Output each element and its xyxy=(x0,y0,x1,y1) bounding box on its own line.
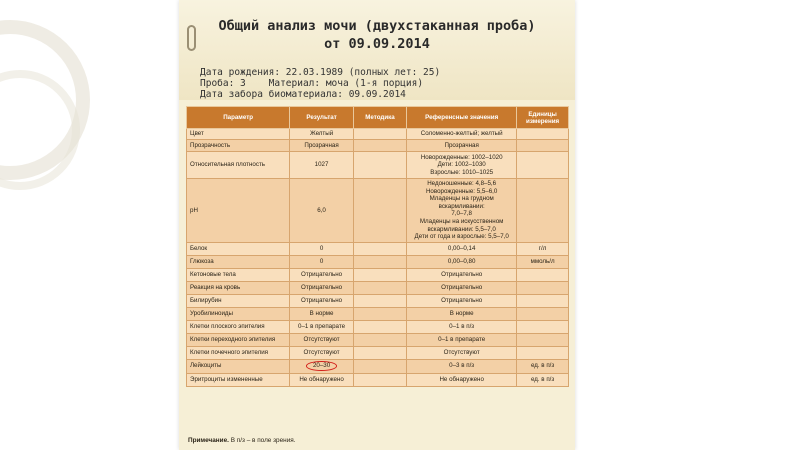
cell-result: 0 xyxy=(290,255,354,268)
cell-result: В норме xyxy=(290,307,354,320)
cell-result: Отрицательно xyxy=(290,268,354,281)
cell-parameter: Клетки переходного эпителия xyxy=(187,333,290,346)
cell-reference: 0,00–0,80 xyxy=(407,255,517,268)
cell-reference: Отрицательно xyxy=(407,294,517,307)
cell-parameter: Глюкоза xyxy=(187,255,290,268)
cell-method xyxy=(353,307,406,320)
document-title: Общий анализ мочи (двухстаканная проба) xyxy=(218,18,536,34)
cell-parameter: Прозрачность xyxy=(187,140,290,152)
cell-method xyxy=(353,333,406,346)
cell-method xyxy=(353,373,406,386)
cell-result: Отсутствуют xyxy=(290,333,354,346)
cell-reference: 0–1 в п/з xyxy=(407,320,517,333)
cell-method xyxy=(353,255,406,268)
cell-unit: ед. в п/з xyxy=(517,359,569,373)
cell-method xyxy=(353,268,406,281)
sample-line: Проба: 3 Материал: моча (1-я порция) xyxy=(200,78,424,89)
cell-method xyxy=(353,281,406,294)
cell-parameter: Кетоновые тела xyxy=(187,268,290,281)
header-method: Методика xyxy=(353,107,406,129)
cell-parameter: Эритроциты измененные xyxy=(187,373,290,386)
header-units: Единицы измерения xyxy=(517,107,569,129)
cell-unit xyxy=(517,281,569,294)
cell-result: Отрицательно xyxy=(290,281,354,294)
cell-parameter: Клетки почечного эпителия xyxy=(187,346,290,359)
table-header-row xyxy=(187,107,569,129)
cell-reference: Соломенно-желтый; желтый xyxy=(407,129,517,140)
cell-method xyxy=(353,294,406,307)
cell-method xyxy=(353,346,406,359)
footnote xyxy=(188,437,296,444)
cell-unit: ед. в п/з xyxy=(517,373,569,386)
cell-method xyxy=(353,140,406,152)
cell-unit: ммоль/л xyxy=(517,255,569,268)
cell-method xyxy=(353,129,406,140)
results-table xyxy=(186,106,569,387)
cell-reference: Недоношенные: 4,8–5,6 Новорожденные: 5,5–6,0 Младенцы на грудном вскармливании: 7,0–7,8 Младенцы на искусственном вскармливании: 5,5–7,0 Дети от года и взрослые: 5,5–7,0 xyxy=(407,179,517,243)
cell-unit: г/л xyxy=(517,242,569,255)
table-row xyxy=(187,179,569,243)
footnote-label: Примечание. xyxy=(188,437,229,444)
cell-method xyxy=(353,320,406,333)
cell-unit xyxy=(517,333,569,346)
table-row xyxy=(187,268,569,281)
cell-result: Желтый xyxy=(290,129,354,140)
cell-reference: 0–1 в препарате xyxy=(407,333,517,346)
table-row xyxy=(187,152,569,179)
cell-unit xyxy=(517,129,569,140)
cell-result: 0–1 в препарате xyxy=(290,320,354,333)
cell-result: 0 xyxy=(290,242,354,255)
table-row xyxy=(187,373,569,386)
cell-result: Отсутствуют xyxy=(290,346,354,359)
cell-parameter: Лейкоциты xyxy=(187,359,290,373)
table-row xyxy=(187,281,569,294)
header-reference: Референсные значения xyxy=(407,107,517,129)
table-row xyxy=(187,359,569,373)
header-parameter: Параметр xyxy=(187,107,290,129)
cell-reference: Прозрачная xyxy=(407,140,517,152)
document-sheet xyxy=(179,0,575,450)
cell-unit xyxy=(517,179,569,243)
document-date: от 09.09.2014 xyxy=(324,36,430,52)
table-row xyxy=(187,255,569,268)
cell-method xyxy=(353,359,406,373)
cell-result: 1027 xyxy=(290,152,354,179)
cell-parameter: Белок xyxy=(187,242,290,255)
cell-unit xyxy=(517,152,569,179)
cell-reference: Отрицательно xyxy=(407,281,517,294)
cell-parameter: pH xyxy=(187,179,290,243)
cell-reference: Новорожденные: 1002–1020 Дети: 1002–1030 Взрослые: 1010–1025 xyxy=(407,152,517,179)
cell-result: Не обнаружено xyxy=(290,373,354,386)
cell-unit xyxy=(517,140,569,152)
cell-parameter: Уробилиноиды xyxy=(187,307,290,320)
header-result: Результат xyxy=(290,107,354,129)
cell-unit xyxy=(517,320,569,333)
footnote-text: В п/з – в поле зрения. xyxy=(228,437,296,444)
table-row xyxy=(187,346,569,359)
cell-unit xyxy=(517,294,569,307)
cell-reference: 0–3 в п/з xyxy=(407,359,517,373)
cell-unit xyxy=(517,307,569,320)
abnormal-result-highlight: 20–30 xyxy=(306,361,337,371)
cell-method xyxy=(353,179,406,243)
cell-parameter: Клетки плоского эпителия xyxy=(187,320,290,333)
table-row xyxy=(187,320,569,333)
cell-parameter: Реакция на кровь xyxy=(187,281,290,294)
cell-parameter: Билирубин xyxy=(187,294,290,307)
cell-reference: Не обнаружено xyxy=(407,373,517,386)
table-row xyxy=(187,294,569,307)
table-row xyxy=(187,307,569,320)
table-row xyxy=(187,333,569,346)
cell-method xyxy=(353,242,406,255)
cell-parameter: Относительная плотность xyxy=(187,152,290,179)
cell-reference: В норме xyxy=(407,307,517,320)
table-row xyxy=(187,129,569,140)
cell-method xyxy=(353,152,406,179)
table-row xyxy=(187,140,569,152)
birth-date-line: Дата рождения: 22.03.1989 (полных лет: 25) xyxy=(200,67,441,78)
collection-date-line: Дата забора биоматериала: 09.09.2014 xyxy=(200,89,406,100)
cell-unit xyxy=(517,268,569,281)
cell-reference: Отрицательно xyxy=(407,268,517,281)
cell-result xyxy=(290,359,354,373)
cell-unit xyxy=(517,346,569,359)
table-row xyxy=(187,242,569,255)
paper-header xyxy=(179,0,575,100)
cell-result: Прозрачная xyxy=(290,140,354,152)
cell-reference: 0,00–0,14 xyxy=(407,242,517,255)
cell-reference: Отсутствуют xyxy=(407,346,517,359)
cell-parameter: Цвет xyxy=(187,129,290,140)
cell-result: Отрицательно xyxy=(290,294,354,307)
cell-result: 6,0 xyxy=(290,179,354,243)
